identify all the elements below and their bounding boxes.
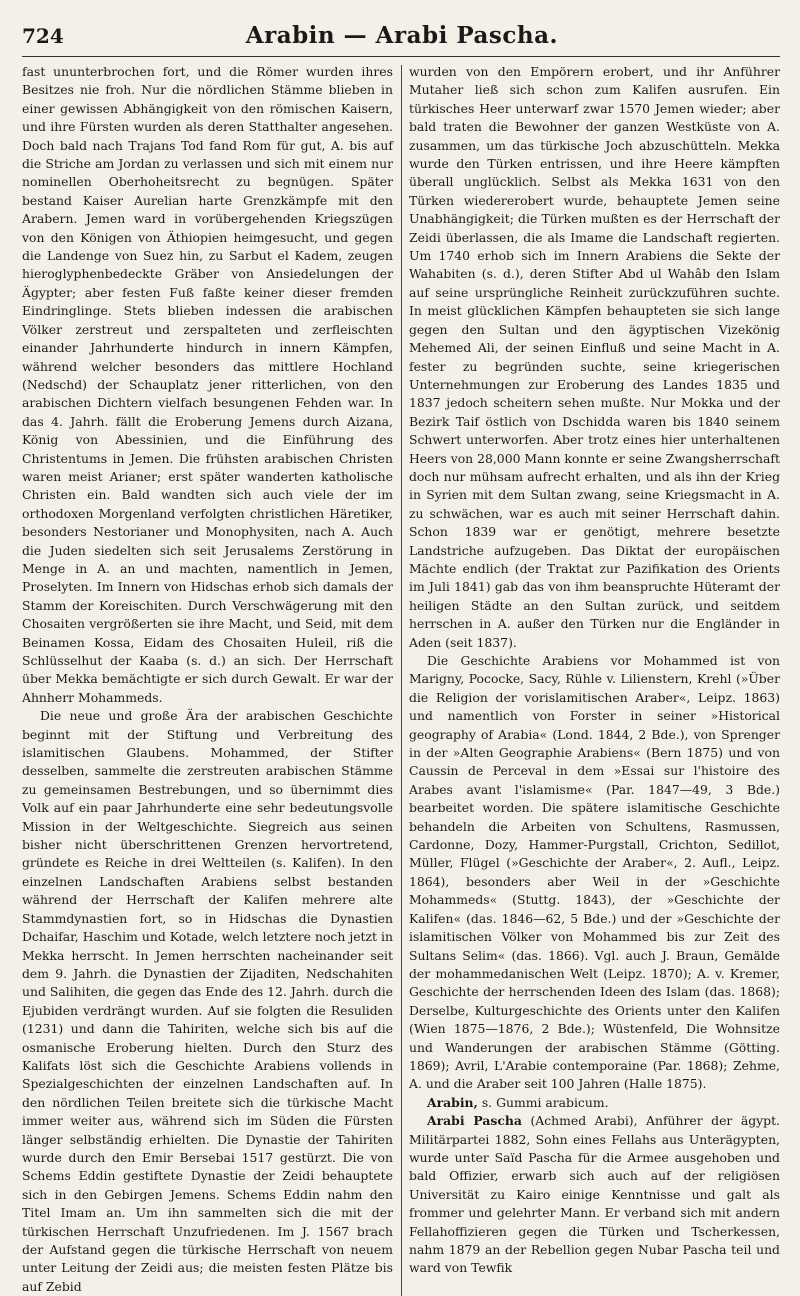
entry-arabin [409,1094,780,1112]
right-column [409,63,780,1296]
paragraph: wurden von den Empörern erobert, und ihr Anführer Mutaher ließ sich schon zum Kalifen ausrufen. Ein türkisches Heer unterwarf zwar 1570 Jemen wieder; aber bald traten die Bewohner der ganzen Westküste von A. zusammen, um das türkische Joch abzuschütteln. Mekka wurde den Türken entrissen, und ihre Heere kämpften überall unglücklich. Selbst als Mekka 1631 von den Türken wiedererobert wurde, behauptete Jemen seine Unabhängigkeit; die Türken mußten es der Herrschaft der Zeidi überlassen, die als Imame die Landschaft regierten. Um 1740 erhob sich im Innern Arabiens die Sekte der Wahabiten (s. d.), deren Stifter Abd ul Wahâb den Islam auf seine ursprüngliche Reinheit zurückzuführen suchte. In meist glücklichen Kämpfen behaupteten sie sich lange gegen den Sultan und den ägyptischen Vizekönig Mehemed Ali, der seinen Einfluß und seine Macht in A. fester zu begründen suchte, seine kriegerischen Unternehmungen zur Eroberung des Landes 1835 und 1837 jedoch scheitern sehen mußte. Nur Mokka und der Bezirk Taif östlich von Dschidda waren bis 1840 seinem Schwert unterworfen. Aber trotz eines hier unterhaltenen Heers von 28,000 Mann konnte er seine Zwangsherrschaft doch nur mühsam aufrecht erhalten, und als ihn der Krieg in Syrien mit dem Sultan zwang, seine Kriegsmacht in A. zu schwächen, war es auch mit seiner Herrschaft dahin. Schon 1839 war er genötigt, mehrere besetzte Landstriche aufzugeben. Das Diktat der europäischen Mächte endlich (der Traktat zur Pazifikation des Orients im Juli 1841) gab das von ihm beanspruchte Hüteramt der heiligen Städte an den Sultan zurück, und seitdem herrschen in A. außer den Türken nur die Engländer in Aden (seit 1837). [409,64,780,650]
paragraph: fast ununterbrochen fort, und die Römer wurden ihres Besitzes nie froh. Nur die nördlichen Stämme blieben in einer gewissen Abhängigkeit von den römischen Kaisern, und ihre Fürsten wurden als deren Statthalter angesehen. Doch bald nach Trajans Tod fand Rom für gut, A. bis auf die Striche am Jordan zu verlassen und sich mit einem nur nominellen Oberhoheitsrecht zu begnügen. Später bestand Kaiser Aurelian harte Grenzkämpfe mit den Arabern. Jemen ward in vorübergehenden Kriegszügen von den Königen von Äthiopien heimgesucht, und gegen die Landenge von Suez hin, zu Sarbut el Kadem, zeugen hieroglyphenbedeckte Gräber von Ansiedelungen der Ägypter; aber festen Fuß faßte keiner dieser fremden Eindringlinge. Stets blieben indessen die arabischen Völker zerstreut und zerspalteten und zerfleischten einander Jahrhunderte hindurch in innern Kämpfen, während welcher besonders das mittlere Hochland (Nedschd) der Schauplatz jener ritterlichen, von den arabischen Dichtern vielfach besungenen Fehden war. In das 4. Jahrh. fällt die Eroberung Jemens durch Aizana, König von Abessinien, und die Einführung des Christentums in Jemen. Die frühsten arabischen Christen waren meist Arianer; erst später wanderten katholische Christen ein. Bald wandten sich auch viele der im orthodoxen Morgenland verfolgten christlichen Häretiker, besonders Nestorianer und Monophysiten, nach A. Auch die Juden siedelten sich seit Jerusalems Zerstörung in Menge in A. an und machten, namentlich in Jemen, Proselyten. Im Innern von Hidschas erhob sich damals der Stamm der Koreischiten. Durch Verschwägerung mit den Chosaiten vergrößerten sie ihre Macht, und Seid, mit dem Beinamen Kossa, Eidam des Chosaiten Huleil, riß die Schlüsselhut der Kaaba (s. d.) an sich. Der Herrschaft über Mekka bemächtigte er sich durch Gewalt. Er war der Ahnherr Mohammeds. [22,64,393,705]
entry-text: (Achmed Arabi), Anführer der ägypt. Militärpartei 1882, Sohn eines Fellahs aus Unterägypten, wurde unter Saïd Pascha für die Armee ausgehoben und bald Offizier, erwarb sich auch auf der religiösen Universität zu Kairo einige Kenntnisse und galt als frommer und gelehrter Mann. Er verband sich mit andern Fellahoffizieren gegen die Türken und Tscherkessen, nahm 1879 an der Rebellion gegen Nubar Pascha teil und ward von Tewfik [409,1113,780,1276]
page-number: 724 [22,24,64,48]
text-columns [22,63,780,1296]
paragraph: Die neue und große Ära der arabischen Geschichte beginnt mit der Stiftung und Verbreitung des islamitischen Glaubens. Mohammed, der Stifter desselben, sammelte die zerstreuten arabischen Stämme zu gemeinsamen Bestrebungen, und so übernimmt dies Volk auf ein paar Jahrhunderte eine sehr bedeutungsvolle Mission in der Weltgeschichte. Siegreich aus seinen bisher nicht überschrittenen Grenzen hervortretend, gründete es Reiche in drei Weltteilen (s. Kalifen). In den einzelnen Landschaften Arabiens selbst bestanden während der Herrschaft der Kalifen mehrere alte Stammdynastien fort, so in Hidschas die Dynastien Dchaifar, Haschim und Kotade, welch letztere noch jetzt in Mekka herrscht. In Jemen herrschten nacheinander seit dem 9. Jahrh. die Dynastien der Zijaditen, Nedschahiten und Salihiten, die gegen das Ende des 12. Jahrh. durch die Ejubiden verdrängt wurden. Auf sie folgten die Resuliden (1231) und dann die Tahiriten, welche sich bis auf die osmanische Eroberung hielten. Durch den Sturz des Kalifats löst sich die Geschichte Arabiens vollends in Spezialgeschichten der einzelnen Landschaften auf. In den nördlichen Teilen breitete sich die türkische Macht immer weiter aus, während sich im Süden die Fürsten länger selbständig erhielten. Die Dynastie der Tahiriten wurde durch den Emir Bersebai 1517 gestürzt. Die von Schems Eddin gestiftete Dynastie der Zeidi behauptete sich in den Gebirgen Jemens. Schems Eddin nahm den Titel Imam an. Um ihn sammelten sich die mit der türkischen Herrschaft Unzufriedenen. Im J. 1567 brach der Aufstand gegen die türkische Herrschaft von neuem unter Leitung der Zeidi aus; die meisten festen Plätze bis auf Zebid [22,708,393,1294]
entry-text: s. Gummi arabicum. [481,1094,609,1110]
left-column [22,63,393,1296]
page-header [22,22,780,57]
entry-headword: Arabin, [427,1094,478,1110]
paragraph: Die Geschichte Arabiens vor Mohammed ist von Marigny, Pococke, Sacy, Rühle v. Lilienstern, Krehl (»Über die Religion der vorislamitischen Araber«, Leipz. 1863) und namentlich von Forster in seiner »Historical geography of Arabia« (Lond. 1844, 2 Bde.), von Sprenger in der »Alten Geographie Arabiens« (Bern 1875) und von Caussin de Perceval in dem »Essai sur l'histoire des Arabes avant l'islamisme« (Par. 1847—49, 3 Bde.) bearbeitet worden. Die spätere islamitische Geschichte behandeln die Arbeiten von Schultens, Rasmussen, Cardonne, Dozy, Hammer-Purgstall, Crichton, Sedillot, Müller, Flügel (»Geschichte der Araber«, 2. Aufl., Leipz. 1864), besonders aber Weil in der »Geschichte Mohammeds« (Stuttg. 1843), der »Geschichte der Kalifen« (das. 1846—62, 5 Bde.) und der »Geschichte der islamitischen Völker von Mohammed bis zur Zeit des Sultans Selim« (das. 1866). Vgl. auch J. Braun, Gemälde der mohammedanischen Welt (Leipz. 1870); A. v. Kremer, Geschichte der herrschenden Ideen des Islam (das. 1868); Derselbe, Kulturgeschichte des Orients unter den Kalifen (Wien 1875—1876, 2 Bde.); Wüstenfeld, Die Wohnsitze und Wanderungen der arabischen Stämme (Götting. 1869); Avril, L'Arabie contemporaine (Par. 1868); Zehme, A. und die Araber seit 100 Jahren (Halle 1875). [409,653,780,1092]
entry-headword: Arabi Pascha [427,1113,522,1129]
entry-arabi-pascha [409,1112,780,1278]
running-title: Arabin — Arabi Pascha. [245,22,559,49]
